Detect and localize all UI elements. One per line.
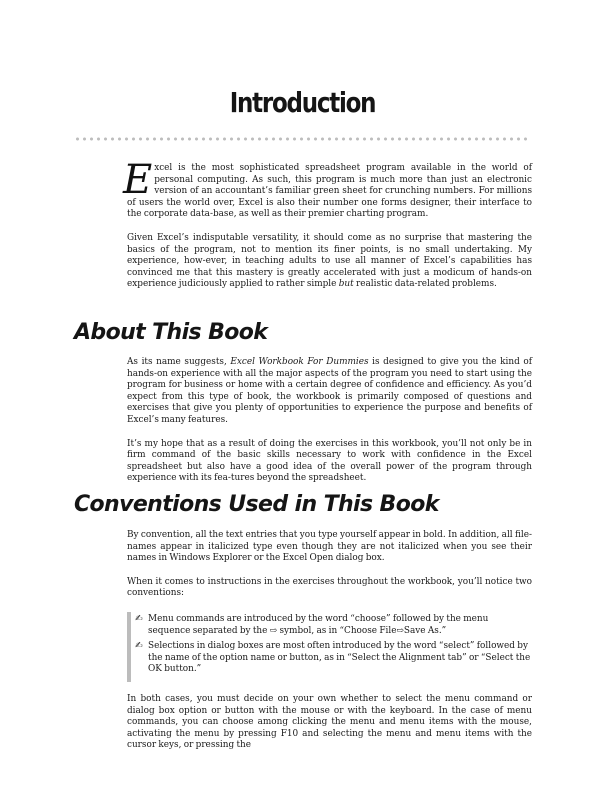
conventions-section xyxy=(127,530,532,764)
book-title-italic: Excel Workbook For Dummies xyxy=(230,357,369,367)
intro-p2-text-a: Given Excel’s indisputable versatility, it should come as no surprise that mastering the basics of the program, not to mention its finer points, is no small undertaking. My experience, how-ever, in teaching adults to use all manner of Excel’s capabilities has convinced me that this mastery is greatly accelerated with just a modicum of hands-on experience judiciously applied to rather simple xyxy=(127,232,532,290)
conventions-paragraph-1: By convention, all the text entries that you type yourself appear in bold. In addition, all file-names appear in italicized type even though they are not italicized when you see their names in Windows Explorer or the Excel Open dialog box. xyxy=(127,530,532,564)
intro-section xyxy=(123,157,532,303)
list-item-text: Menu commands are introduced by the word “choose” followed by the menu sequence separated by the ⇨ symbol, as in “Choose File⇨Save As.” xyxy=(148,613,489,636)
drop-cap: E xyxy=(123,157,153,203)
intro-paragraph-2 xyxy=(127,233,532,291)
about-paragraph-2: It’s my hope that as a result of doing the exercises in this workbook, you’ll not only be in firm command of the basic skills necessary to work with confidence in the Excel spreadsheet but also have a good idea of the overall power of the program through experience with its fea-tures beyond the spreadsheet. xyxy=(127,438,532,484)
list-item xyxy=(135,614,532,637)
about-section xyxy=(127,357,532,497)
checkmark-pen-icon: ✍ xyxy=(135,613,143,624)
dotted-divider xyxy=(74,137,530,141)
about-paragraph-1 xyxy=(127,357,532,427)
conventions-paragraph-2: When it comes to instructions in the exercises throughout the workbook, you’ll notice two conventions: xyxy=(127,576,532,599)
about-heading: About This Book xyxy=(74,320,268,345)
about-p1-text-b: is designed to give you the kind of hands-on experience with all the major aspects of the program you need to start using the program for business or home with a certain degree of confidence and efficiency. As you’d expect from this type of book, the workbook is primarily composed of questions and exercises that give you plenty of opportunities to experience the purpose and benefits of Excel’s many features. xyxy=(127,357,532,425)
page-title: Introduction xyxy=(229,86,376,119)
conventions-heading: Conventions Used in This Book xyxy=(74,492,439,517)
intro-paragraph-1-text: xcel is the most sophisticated spreadsheet program available in the world of personal computing. As such, this program is much more than just an electronic version of an accountant’s familiar green sheet for crunching numbers. For millions of users the world over, Excel is also their number one forms designer, their interface to the corporate data-base, as well as their premier charting program. xyxy=(127,163,532,220)
checkmark-pen-icon: ✍ xyxy=(135,641,143,652)
list-item xyxy=(135,641,532,676)
intro-p2-text-b: realistic data-related problems. xyxy=(353,279,497,290)
intro-p2-italic: but xyxy=(338,279,354,290)
list-item-text: Selections in dialog boxes are most often introduced by the word “select” followed by the name of the option name or button, as in “Select the Alignment tab” or “Select the OK button.” xyxy=(148,641,531,675)
conventions-list xyxy=(127,612,532,682)
conventions-paragraph-3: In both cases, you must decide on your own whether to select the menu command or dialog box option or button with the mouse or with the keyboard. In the case of menu commands, you can choose among clicking the menu and menu items with the mouse, activating the menu by pressing F10 and selecting the menu and menu items with the cursor keys, or pressing the xyxy=(127,693,532,751)
intro-paragraph-1 xyxy=(123,157,532,221)
about-p1-text-a: As its name suggests, xyxy=(127,357,231,367)
